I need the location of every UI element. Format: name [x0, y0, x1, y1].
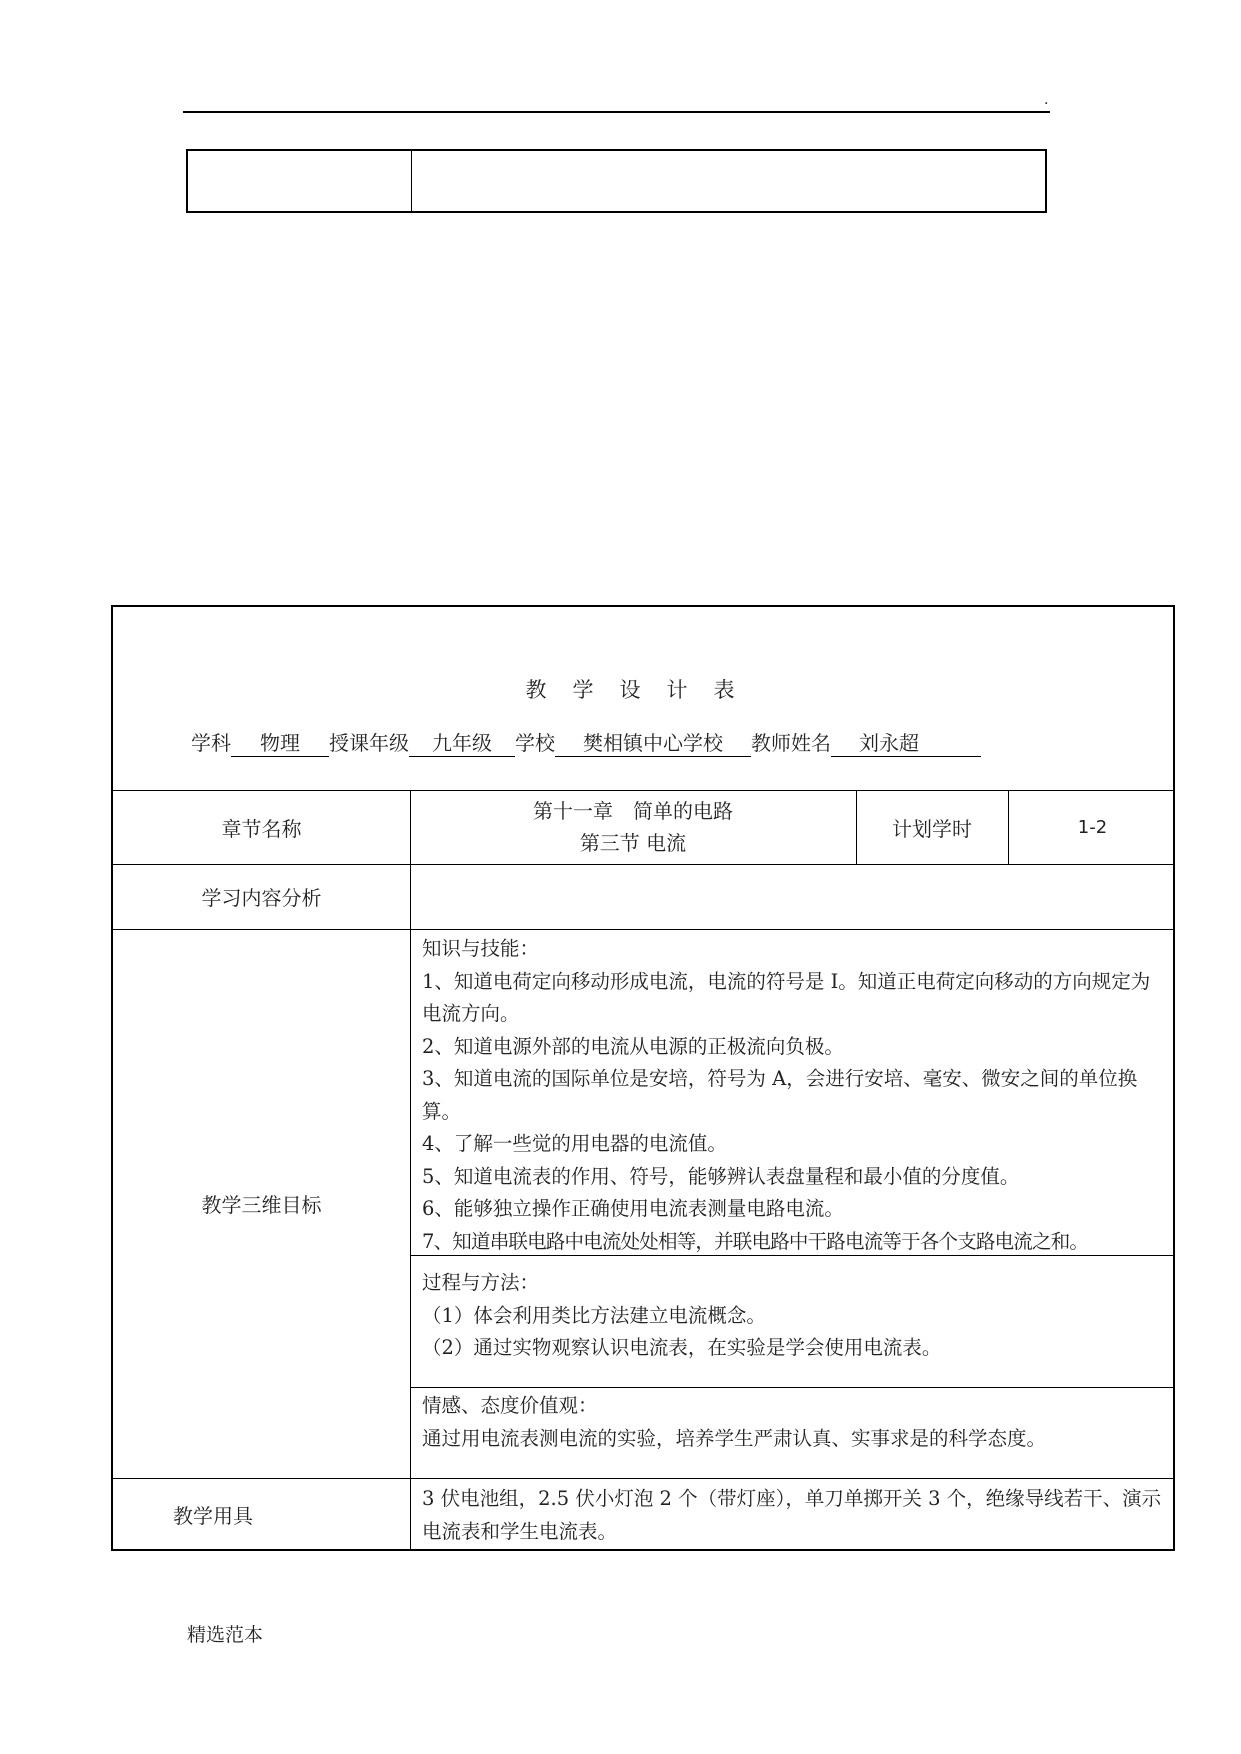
school-value: 樊相镇中心学校 [555, 727, 751, 757]
subject-label: 学科 [191, 731, 231, 755]
tools-content: 3 伏电池组，2.5 伏小灯泡 2 个（带灯座），单刀单掷开关 3 个，绝缘导线若干、演示电流表和学生电流表。 [422, 1487, 1162, 1543]
emotion-title: 情感、态度价值观： [422, 1394, 598, 1417]
knowledge-section [410, 933, 1173, 1255]
teacher-label: 教师姓名 [751, 731, 831, 755]
header-dot: . [1044, 92, 1049, 108]
knowledge-item: 7、知道串联电路中电流处处相等，并联电路中干路电流等于各个支路电流之和。 [422, 1229, 1089, 1253]
process-title: 过程与方法： [422, 1271, 540, 1294]
process-item: （1）体会利用类比方法建立电流概念。 [422, 1303, 766, 1327]
school-label: 学校 [515, 731, 555, 755]
knowledge-item: 1、知道电荷定向移动形成电流，电流的符号是 I。知道正电荷定向移动的方向规定为电流方向。 [422, 969, 1151, 1025]
process-section [410, 1267, 1173, 1387]
knowledge-item: 2、知道电源外部的电流从电源的正极流向负极。 [422, 1034, 844, 1058]
table-title: 教学设计表 [525, 678, 761, 702]
analysis-content [410, 864, 1173, 929]
grade-label: 授课年级 [329, 731, 409, 755]
grade-value: 九年级 [409, 727, 515, 757]
tools-label: 教学用具 [173, 1504, 253, 1528]
header-rule [183, 111, 1050, 113]
top-empty-table [186, 149, 1047, 213]
lesson-design-table [111, 605, 1175, 1551]
knowledge-item: 4、了解一些觉的用电器的电流值。 [422, 1132, 727, 1155]
emotion-section [410, 1390, 1173, 1478]
knowledge-item: 5、知道电流表的作用、符号，能够辨认表盘量程和最小值的分度值。 [422, 1164, 1020, 1188]
goals-label: 教学三维目标 [201, 1193, 322, 1217]
knowledge-item: 3、知道电流的国际单位是安培，符号为 A，会进行安培、毫安、微安之间的单位换算。 [422, 1067, 1138, 1123]
process-item: （2）通过实物观察认识电流表，在实验是学会使用电流表。 [422, 1336, 942, 1359]
teacher-value: 刘永超 [831, 727, 981, 757]
hours-label: 计划学时 [892, 816, 972, 841]
chapter-line-2: 第三节 电流 [579, 831, 687, 855]
row-line-5 [410, 1387, 1173, 1388]
info-line [191, 727, 981, 757]
footer-text: 精选范本 [187, 1624, 264, 1646]
analysis-label: 学习内容分析 [201, 886, 322, 910]
emotion-item: 通过用电流表测电流的实验，培养学生严肃认真、实事求是的科学态度。 [422, 1426, 1047, 1450]
top-table-divider [411, 151, 412, 211]
chapter-label: 章节名称 [221, 816, 302, 841]
chapter-name [410, 795, 856, 859]
chapter-line-1: 第十一章 简单的电路 [533, 799, 733, 823]
hours-value: 1-2 [1077, 816, 1108, 838]
knowledge-item: 6、能够独立操作正确使用电流表测量电路电流。 [422, 1197, 844, 1220]
subject-value: 物理 [231, 727, 329, 757]
knowledge-title: 知识与技能： [422, 937, 540, 960]
